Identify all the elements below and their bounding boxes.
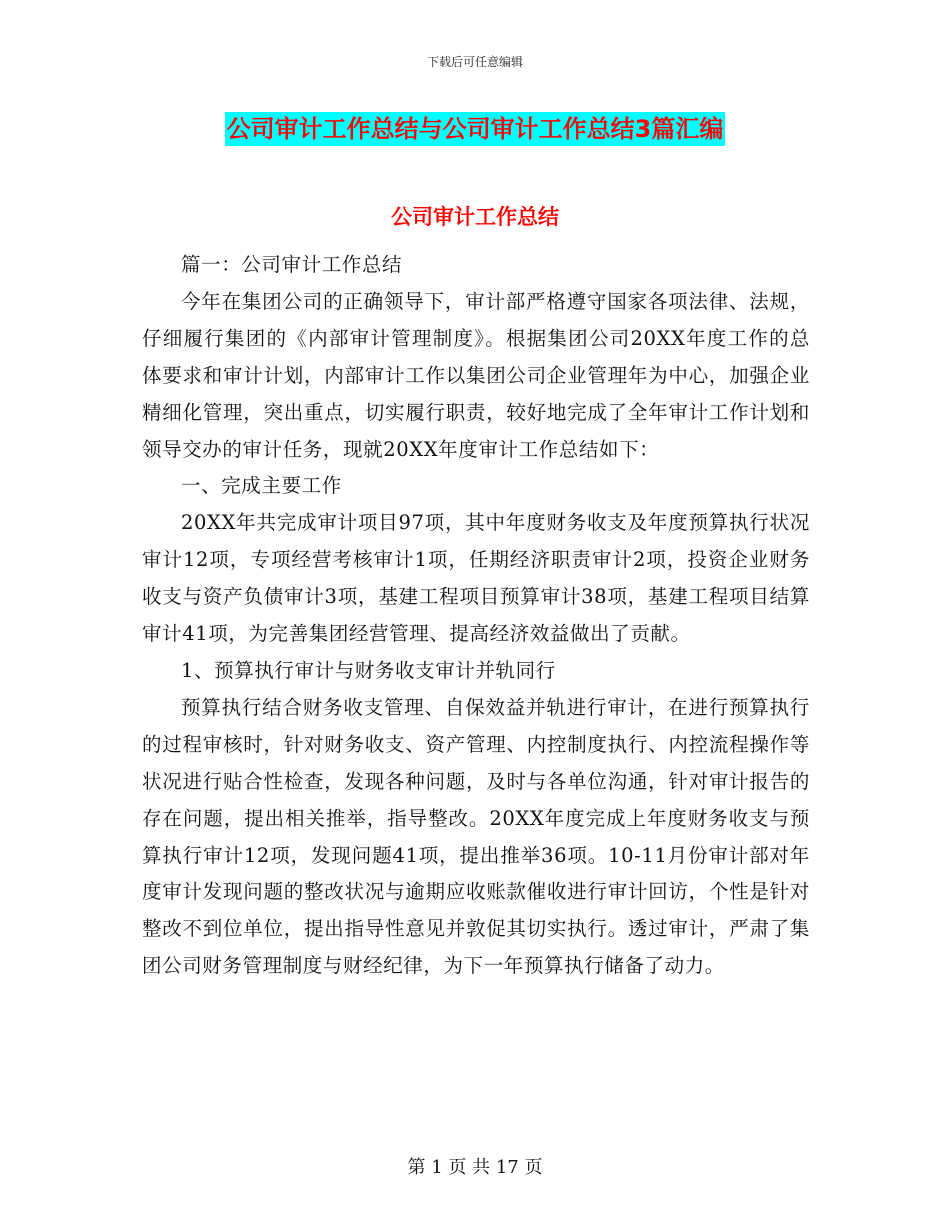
page-footer: 第 1 页 共 17 页 xyxy=(407,1157,543,1178)
header-note: 下载后可任意编辑 xyxy=(426,55,523,69)
document-title xyxy=(0,112,950,146)
paragraph: 一、完成主要工作 xyxy=(181,474,342,498)
paragraph: 篇一：公司审计工作总结 xyxy=(181,253,403,276)
paragraph: 今年在集团公司的正确领导下，审计部严格遵守国家各项法律、法规，仔细履行集团的《内部审计管理制度》。根据集团公司20XX年度工作的总体要求和审计计划，内部审计工作以集团公司企业管理年为中心，加强企业精细化管理，突出重点，切实履行职责，较好地完成了全年审计工作计划和领导交办的审计任务，现就20XX年度审计工作总结如下： xyxy=(142,289,810,461)
document-title-text: 公司审计工作总结与公司审计工作总结3篇汇编 xyxy=(225,112,726,146)
paragraph: 20XX年共完成审计项目97项，其中年度财务收支及年度预算执行状况审计12项，专项经营考核审计1项，任期经济职责审计2项，投资企业财务收支与资产负债审计3项，基建工程项目预算审计38项，基建工程项目结算审计41项，为完善集团经营管理、提高经济效益做出了贡献。 xyxy=(142,511,810,646)
paragraph: 1、预算执行审计与财务收支审计并轨同行 xyxy=(181,658,556,682)
document-body xyxy=(142,247,810,985)
paragraph: 预算执行结合财务收支管理、自保效益并轨进行审计，在进行预算执行的过程审核时，针对财务收支、资产管理、内控制度执行、内控流程操作等状况进行贴合性检查，发现各种问题，及时与各单位沟通，针对审计报告的存在问题，提出相关推举，指导整改。20XX年度完成上年度财务收支与预算执行审计12项，发现问题41项，提出推举36项。10-11月份审计部对年度审计发现问题的整改状况与逾期应收账款催收进行审计回访，个性是针对整改不到位单位，提出指导性意见并敦促其切实执行。透过审计，严肃了集团公司财务管理制度与财经纪律，为下一年预算执行储备了动力。 xyxy=(142,695,810,978)
section-title: 公司审计工作总结 xyxy=(391,205,559,229)
